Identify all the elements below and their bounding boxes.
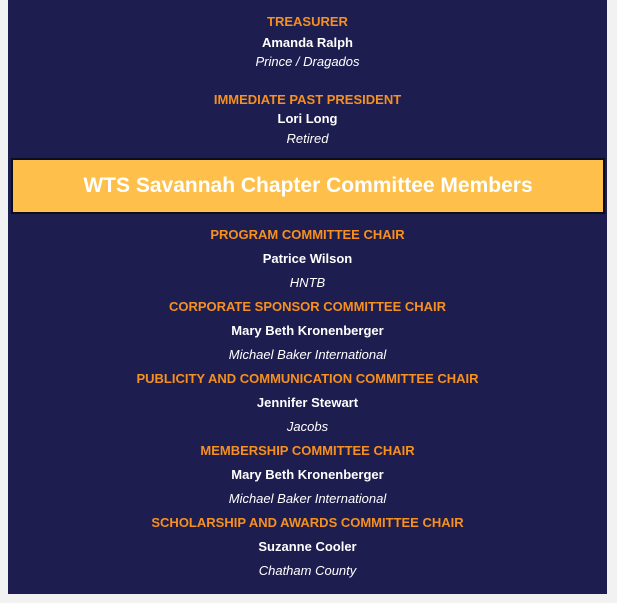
committee-name-corporate-sponsor: Mary Beth Kronenberger <box>231 323 384 338</box>
officer-org-treasurer: Prince / Dragados <box>255 54 360 69</box>
officer-org-past-president: Retired <box>286 131 329 146</box>
committee-org-scholarship: Chatham County <box>258 563 357 578</box>
committee-name-scholarship: Suzanne Cooler <box>258 539 357 554</box>
committee-name-membership: Mary Beth Kronenberger <box>231 467 384 482</box>
committee-name-publicity: Jennifer Stewart <box>256 395 359 410</box>
committee-role-corporate-sponsor: CORPORATE SPONSOR COMMITTEE CHAIR <box>168 299 447 314</box>
banner-title: WTS Savannah Chapter Committee Members <box>83 174 533 197</box>
committee-org-program: HNTB <box>289 275 326 290</box>
officer-role-treasurer: TREASURER <box>267 14 348 29</box>
committee-org-membership: Michael Baker International <box>228 491 387 506</box>
committee-role-publicity: PUBLICITY AND COMMUNICATION COMMITTEE CHAIR <box>136 371 479 386</box>
officer-name-past-president: Lori Long <box>277 111 338 126</box>
committee-org-publicity: Jacobs <box>286 419 329 434</box>
officer-role-past-president: IMMEDIATE PAST PRESIDENT <box>213 92 402 107</box>
committee-name-program: Patrice Wilson <box>262 251 353 266</box>
committee-role-program: PROGRAM COMMITTEE CHAIR <box>210 227 405 242</box>
committee-role-scholarship: SCHOLARSHIP AND AWARDS COMMITTEE CHAIR <box>151 515 464 530</box>
committee-role-membership: MEMBERSHIP COMMITTEE CHAIR <box>200 443 415 458</box>
committee-panel <box>8 0 607 594</box>
committee-banner <box>11 158 605 214</box>
officer-name-treasurer: Amanda Ralph <box>261 35 353 50</box>
committee-org-corporate-sponsor: Michael Baker International <box>228 347 387 362</box>
